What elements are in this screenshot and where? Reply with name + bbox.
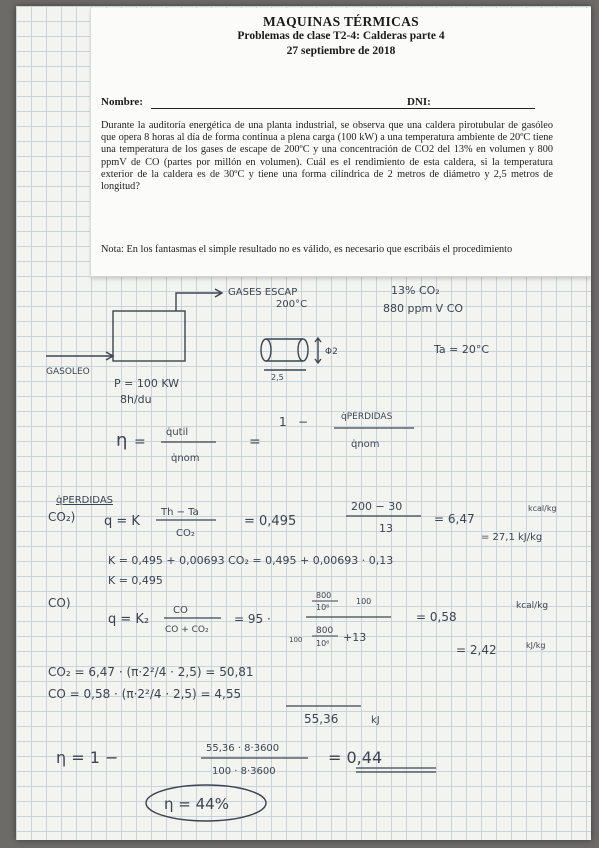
svg-text:−: − <box>298 415 309 429</box>
boxed-result: η = 44% <box>164 795 229 813</box>
co-hundred: 100 <box>356 597 372 606</box>
co-ppm-power: 10⁶ <box>316 603 330 612</box>
problem-note: Nota: En los fantasmas el simple resultado no es válido, es necesario que escribáis el procedimiento <box>101 244 513 255</box>
co-ppm: 880 ppm V CO <box>383 302 464 315</box>
length-label: 2,5 <box>271 373 284 382</box>
co-loss-result: = 0,58 <box>416 610 457 624</box>
course-title: MAQUINAS TÉRMICAS <box>263 14 419 29</box>
co-constant: = 95 · <box>234 612 271 626</box>
boiler-box <box>113 311 185 361</box>
co-ppm-value: 800 <box>316 591 332 600</box>
co2-total-line: CO₂ = 6,47 · (π·2²/4 · 2,5) = 50,81 <box>48 665 254 679</box>
useful-heat: q̇util <box>166 427 189 438</box>
co2-k-value: = 0,495 <box>244 514 297 529</box>
fuel-label: GASOLEO <box>46 367 90 377</box>
cylinder-end-right <box>298 339 308 361</box>
total-losses-unit: kJ <box>371 715 380 726</box>
svg-text:=: = <box>249 434 261 450</box>
problem-set-subtitle: Problemas de clase T2-4: Calderas parte 4 <box>237 30 445 42</box>
temp-diff: Th − Ta <box>161 507 199 518</box>
losses-heat: q̇PERDIDAS <box>341 412 393 422</box>
co-den-ppm: 800 <box>316 626 334 636</box>
co-denominator: CO + CO₂ <box>165 625 209 635</box>
co2-loss-result-kj: = 27,1 kJ/kg <box>481 532 543 543</box>
diameter-arrow <box>315 338 321 363</box>
gases-escape-label: GASES ESCAP <box>228 287 298 298</box>
co-den-prefix: 100 <box>289 636 303 644</box>
co-loss-unit: kcal/kg <box>516 601 549 611</box>
co2-percentage: 13% CO₂ <box>391 284 440 297</box>
handwritten-solution <box>16 6 591 840</box>
nominal-heat-1: q̇nom <box>171 453 200 464</box>
svg-text:=: = <box>134 434 146 450</box>
co2-denominator: CO₂ <box>176 528 195 539</box>
final-numerator: 55,36 · 8·3600 <box>206 743 280 754</box>
k-value: K = 0,495 <box>108 574 163 587</box>
eta-symbol: η <box>116 430 128 451</box>
co2-temp-values: 200 − 30 <box>351 500 403 513</box>
co2-formula: q = K <box>104 514 140 529</box>
losses-heading: q̇PERDIDAS <box>56 495 114 506</box>
co-total-line: CO = 0,58 · (π·2²/4 · 2,5) = 4,55 <box>48 687 242 701</box>
co-den-power: 10⁶ <box>316 639 330 648</box>
co2-value: 13 <box>379 522 393 535</box>
dni-label: DNI: <box>407 96 431 108</box>
co2-loss-result: = 6,47 <box>434 512 475 526</box>
co2-loss-unit: kcal/kg <box>528 504 557 513</box>
gas-temperature: 200°C <box>276 299 308 310</box>
ambient-temperature: Ta = 20°C <box>434 343 490 356</box>
one-minus: 1 <box>279 415 287 429</box>
co-loss-result-kj: = 2,42 <box>456 643 497 657</box>
hours-label: 8h/du <box>120 393 152 406</box>
co-formula: q = K₂ <box>108 612 150 627</box>
diameter-label: Φ2 <box>325 347 338 357</box>
co-den-add: +13 <box>343 631 367 644</box>
k-formula: K = 0,495 + 0,00693 CO₂ = 0,495 + 0,00693 · 0,13 <box>108 554 394 567</box>
co-loss-unit-kj: kJ/kg <box>526 641 546 650</box>
problem-date: 27 septiembre de 2018 <box>286 45 396 57</box>
total-losses: 55,36 <box>304 712 339 726</box>
final-eta-expression: η = 1 − <box>56 748 119 767</box>
nominal-heat-2: q̇nom <box>351 439 380 450</box>
problem-statement: Durante la auditoría energética de una planta industrial, se observa que una caldera pirotubular de gasóleo que opera 8 horas al día de forma continua a plena carga (100 kW) a una temperatura ambiente de 20ºC tiene una temperatura de los gases de escape de 200ºC y una concentración de CO2 del 13% en volumen y 800 ppmV de CO (partes por millón en volumen). Cuál es el rendimiento de esta caldera, si la temperatura exterior de la caldera es de 30ºC y tiene una forma cilíndrica de 2 metros de diámetro y 2,5 metros de longitud? <box>101 120 553 193</box>
co-label: CO) <box>48 596 71 610</box>
final-denominator: 100 · 8·3600 <box>212 766 276 777</box>
name-label: Nombre: <box>101 96 143 108</box>
co2-label: CO₂) <box>48 510 76 524</box>
co-numerator: CO <box>173 605 188 616</box>
final-efficiency: = 0,44 <box>328 748 383 767</box>
worksheet-photo <box>16 6 591 840</box>
power-label: P = 100 KW <box>114 377 180 390</box>
cylinder-end-left <box>261 339 271 361</box>
exhaust-arrow <box>176 293 221 311</box>
